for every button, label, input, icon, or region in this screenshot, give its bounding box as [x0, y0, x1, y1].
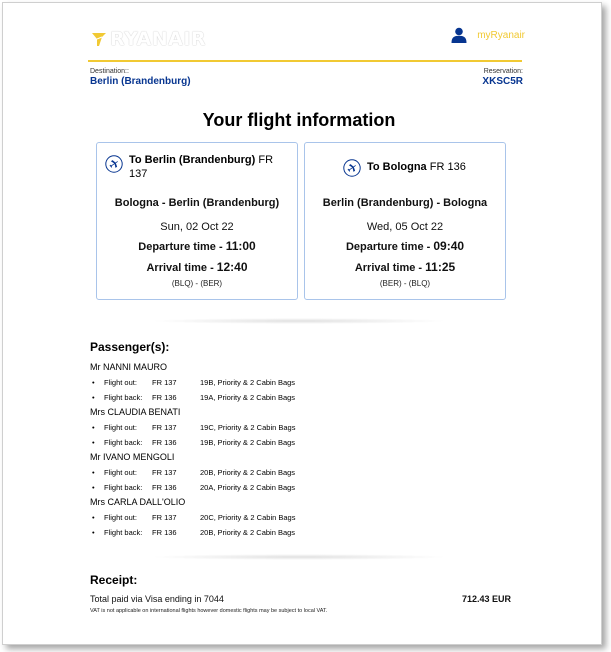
passenger-name: Mr IVANO MENGOLI	[90, 452, 175, 462]
header	[91, 25, 525, 65]
bullet: •	[92, 393, 95, 402]
flight-back-row	[90, 480, 520, 495]
departure-label: Departure time -	[345, 241, 431, 253]
user-icon	[451, 27, 467, 43]
card-date: Wed, 05 Oct 22	[366, 221, 444, 233]
passenger-list	[90, 360, 520, 540]
receipt-heading: Receipt:	[90, 573, 138, 587]
arrival-time: 11:25	[425, 260, 456, 274]
card-destination	[129, 153, 289, 181]
receipt-total-row	[90, 594, 511, 604]
flight-row-label: Flight out:	[104, 513, 137, 522]
passenger-block	[90, 450, 520, 495]
flight-row-number: FR 136	[152, 483, 177, 492]
card-flight-number: FR 136	[429, 161, 466, 173]
card-departure	[97, 239, 297, 253]
bullet: •	[92, 468, 95, 477]
card-destination	[367, 160, 466, 174]
flight-row-number: FR 136	[152, 438, 177, 447]
logo-wordmark: RYANAIR	[110, 28, 207, 50]
passengers-heading: Passenger(s):	[90, 340, 170, 354]
reservation-label: Reservation:	[483, 68, 523, 75]
flight-out-row	[90, 420, 520, 435]
card-destination-label: To Bologna	[367, 161, 427, 173]
section-divider	[150, 554, 448, 560]
flight-row-seat: 20A, Priority & 2 Cabin Bags	[200, 483, 296, 492]
passenger-name: Mr NANNI MAURO	[90, 362, 167, 372]
departure-time: 11:00	[225, 239, 256, 253]
reservation-code: XKSC5R	[482, 76, 523, 87]
airport-codes: (BLQ) - (BER)	[171, 279, 223, 288]
outbound-flight-card	[96, 142, 298, 300]
card-destination-label: To Berlin (Brandenburg)	[129, 154, 256, 166]
plane-icon	[105, 155, 123, 173]
arrival-label: Arrival time -	[354, 262, 423, 274]
flight-row-seat: 20C, Priority & 2 Cabin Bags	[200, 513, 296, 522]
plane-icon	[343, 159, 361, 177]
section-divider	[150, 318, 448, 324]
bullet: •	[92, 378, 95, 387]
vat-note: VAT is not applicable on international flights however domestic flights may be subject to local VAT.	[90, 608, 328, 614]
bullet: •	[92, 483, 95, 492]
reservation-block	[482, 68, 523, 87]
destination-block	[90, 68, 191, 87]
flight-row-number: FR 136	[152, 393, 177, 402]
flight-row-label: Flight back:	[104, 438, 143, 447]
flight-row-label: Flight out:	[104, 468, 137, 477]
my-ryanair-label: myRyanair	[477, 29, 525, 41]
bullet: •	[92, 528, 95, 537]
flight-row-label: Flight out:	[104, 423, 137, 432]
destination-label: Destination::	[90, 68, 129, 75]
flight-row-label: Flight back:	[104, 528, 143, 537]
departure-time: 09:40	[433, 239, 465, 253]
passenger-name: Mrs CLAUDIA BENATI	[90, 407, 181, 417]
bullet: •	[92, 513, 95, 522]
passenger-block	[90, 405, 520, 450]
receipt-amount: 712.43 EUR	[461, 594, 511, 604]
header-rule	[88, 60, 522, 62]
flight-row-label: Flight back:	[104, 393, 143, 402]
card-arrival	[97, 260, 297, 274]
flight-row-number: FR 137	[152, 378, 177, 387]
card-header	[105, 153, 289, 181]
passenger-name: Mrs CARLA DALL'OLIO	[90, 497, 186, 507]
passenger-block	[90, 360, 520, 405]
flight-back-row	[90, 390, 520, 405]
my-ryanair-link[interactable]	[451, 27, 525, 43]
flight-row-seat: 20B, Priority & 2 Cabin Bags	[200, 528, 296, 537]
flight-row-seat: 19B, Priority & 2 Cabin Bags	[200, 378, 296, 387]
flight-back-row	[90, 435, 520, 450]
departure-label: Departure time -	[138, 241, 223, 253]
card-departure	[305, 239, 505, 253]
flight-row-seat: 19A, Priority & 2 Cabin Bags	[200, 393, 296, 402]
page-title: Your flight information	[202, 110, 396, 130]
airport-codes: (BER) - (BLQ)	[379, 279, 431, 288]
flight-row-label: Flight out:	[104, 378, 137, 387]
harp-logo-icon	[91, 31, 107, 47]
flight-back-row	[90, 525, 520, 540]
return-flight-card	[304, 142, 506, 300]
card-header	[343, 157, 497, 177]
flight-out-row	[90, 375, 520, 390]
flight-row-seat: 20B, Priority & 2 Cabin Bags	[200, 468, 296, 477]
passenger-block	[90, 495, 520, 540]
bullet: •	[92, 423, 95, 432]
flight-out-row	[90, 465, 520, 480]
card-flight-number: FR 137	[129, 154, 274, 180]
receipt-total-text: Total paid via Visa ending in 7044	[90, 594, 224, 604]
card-arrival	[305, 260, 505, 274]
flight-row-seat: 19C, Priority & 2 Cabin Bags	[200, 423, 296, 432]
bullet: •	[92, 438, 95, 447]
flight-row-seat: 19B, Priority & 2 Cabin Bags	[200, 438, 296, 447]
flight-row-label: Flight back:	[104, 483, 143, 492]
arrival-label: Arrival time -	[146, 262, 214, 274]
flight-row-number: FR 137	[152, 513, 177, 522]
flight-row-number: FR 136	[152, 528, 177, 537]
card-route: Berlin (Brandenburg) - Bologna	[322, 197, 488, 209]
destination-value: Berlin (Brandenburg)	[90, 76, 191, 87]
card-date: Sun, 02 Oct 22	[160, 221, 234, 233]
ryanair-logo[interactable]	[91, 27, 206, 51]
card-route: Bologna - Berlin (Brandenburg)	[114, 197, 280, 209]
flight-row-number: FR 137	[152, 423, 177, 432]
flight-row-number: FR 137	[152, 468, 177, 477]
flight-out-row	[90, 510, 520, 525]
arrival-time: 12:40	[216, 260, 248, 274]
